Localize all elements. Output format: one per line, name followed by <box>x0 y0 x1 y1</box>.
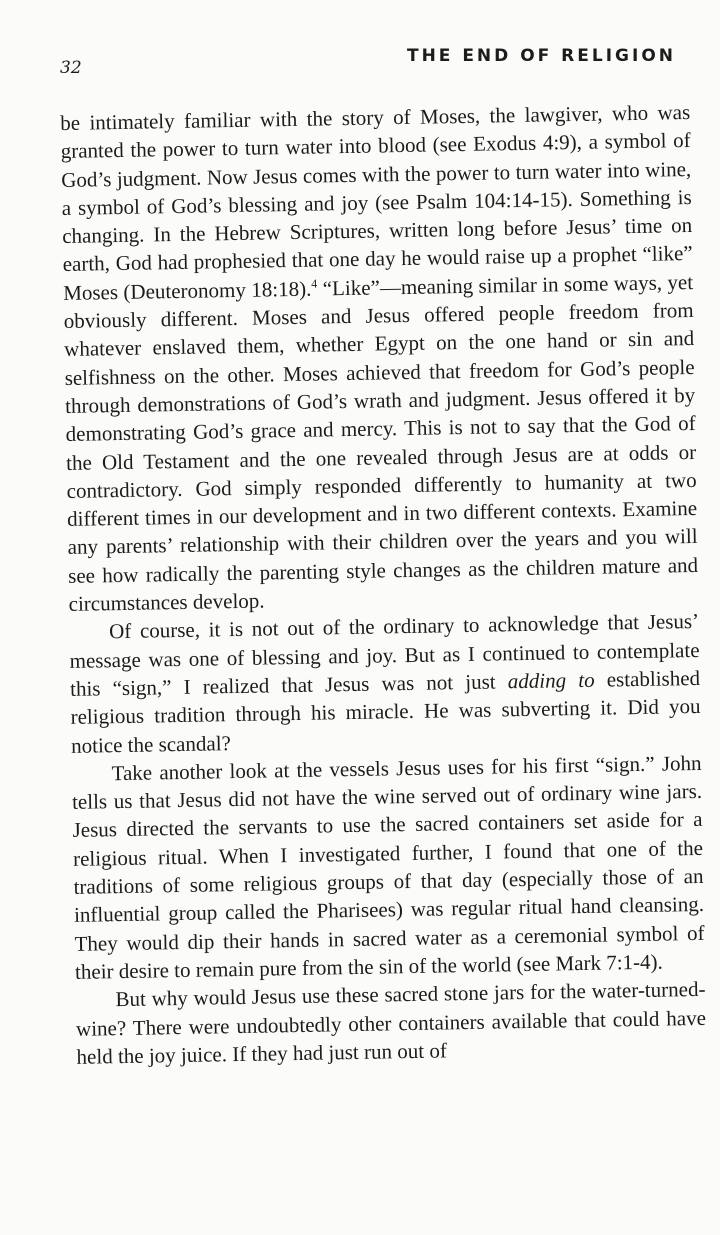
paragraph-1-text: be intimately familiar with the story of Moses, the lawgiver, who was granted the power to turn water into blood (see Exodus 4:9), a symbol of God’s judgment. Now Jesus comes with the power to turn water into wine, a symbol of God’s blessing and joy (see Psalm 104:14-15). Something is changing. In the Hebrew Scriptures, written long before Jesus’ time on earth, God had prophesied that one day he would raise up a prophet “like” Moses (Deuteronomy 18:18). <box>60 100 693 305</box>
paragraph-3-text: Take another look at the vessels Jesus uses for his first “sign.” John tells us that Jesus did not have the wine served out of ordinary wine jars. Jesus directed the servants to use the sacred containers set aside for a religious ritual. When I investigated further, I found that one of the traditions of some religious groups of that day (especially those of an influential group called the Pharisees) was regular ritual hand cleansing. They would dip their hands in sacred water as a ceremonial symbol of their desire to remain pure from the sin of the world (see Mark 7:1-4). <box>71 750 705 984</box>
running-head: THE END OF RELIGION <box>406 46 676 66</box>
paragraph-1 <box>60 98 699 618</box>
paragraph-2-text: Of course, it is not out of the ordinary to acknowledge that Jesus’ message was one of blessing and joy. But as I continued to contemplate this “sign,” I realized that Jesus was not just <box>69 609 700 701</box>
body-text <box>60 98 707 1071</box>
paragraph-2-text-continued: established religious tradition through his miracle. He was subverting it. Did you notice the scandal? <box>70 665 701 758</box>
paragraph-2-emphasis: adding to <box>507 667 595 694</box>
paragraph-4-text: But why would Jesus use these sacred stone jars for the water-turned-wine? There were undoubtedly other containers available that could have held the joy juice. If they had just run out of <box>75 977 707 1069</box>
paragraph-4 <box>75 975 706 1071</box>
paragraph-2 <box>69 607 701 759</box>
paragraph-1-text-continued: “Like”—meaning similar in some ways, yet obviously different. Moses and Jesus offered people freedom from whatever enslaved them, whether Egypt on the one hand or sin and selfishness on the other. Moses achieved that freedom for God’s people through demonstrations of God’s wrath and judgment. Jesus offered it by demonstrating God’s grace and mercy. This is not to say that the God of the Old Testament and the one revealed through Jesus are at odds or contradictory. God simply responded differently to humanity at two different times in our development and in two different contexts. Examine any parents’ relationship with their children over the years and you will see how radically the parenting style changes as the children mature and circumstances develop. <box>63 269 699 616</box>
paragraph-3 <box>71 749 705 986</box>
footnote-marker: 4 <box>311 276 318 291</box>
page-number: 32 <box>60 58 82 78</box>
